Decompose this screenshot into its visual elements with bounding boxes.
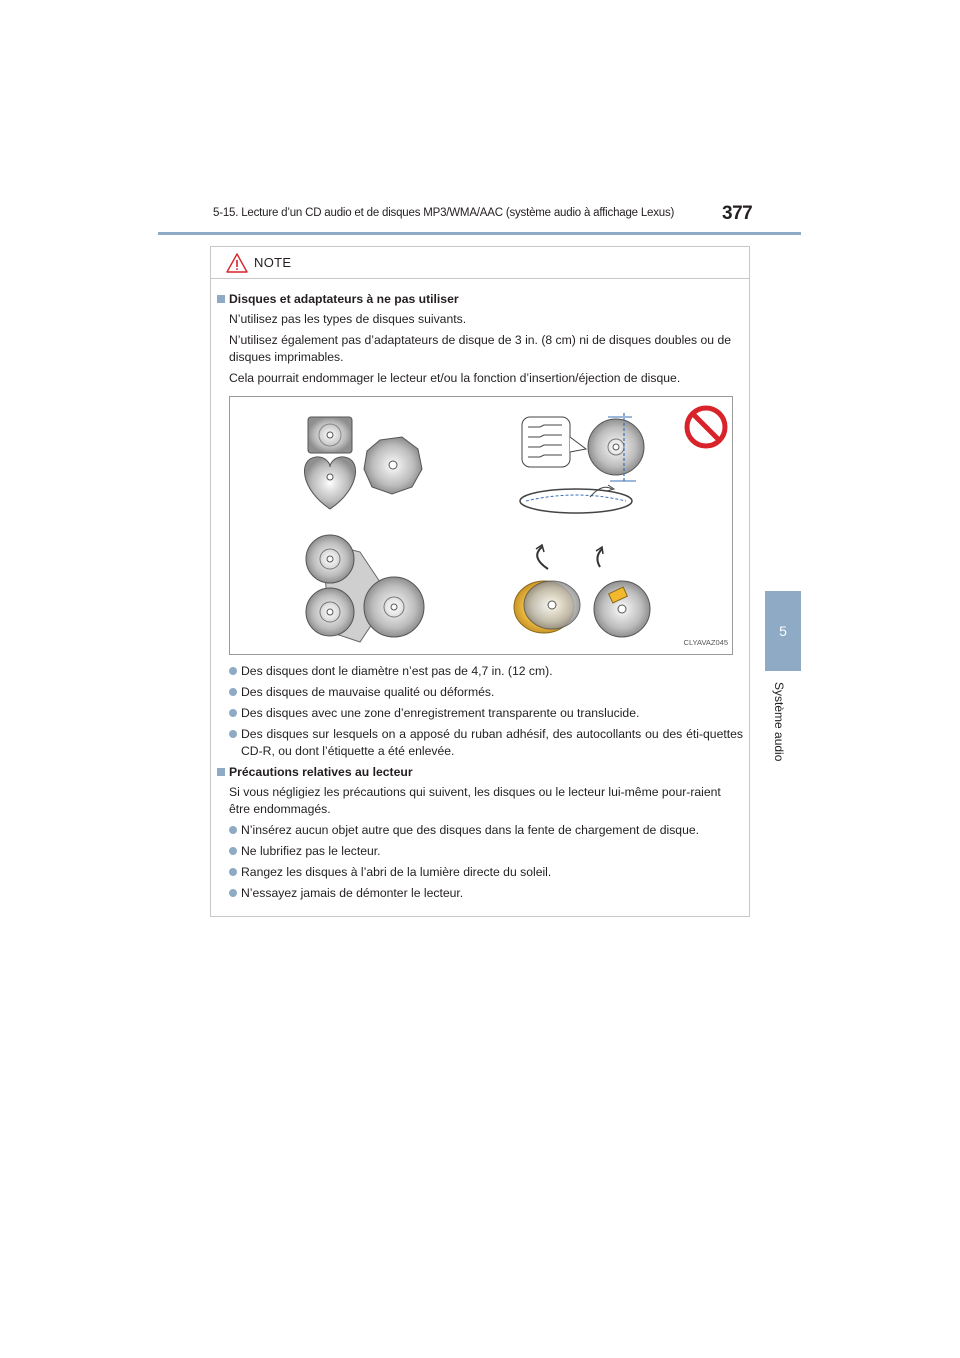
round-bullet-icon bbox=[229, 667, 237, 675]
disc-illustration bbox=[229, 396, 733, 655]
chapter-label: Système audio bbox=[772, 682, 786, 762]
running-header: 5-15. Lecture d’un CD audio et de disques MP3/WMA/AAC (système audio à affichage Lexus) bbox=[213, 207, 675, 219]
note-box bbox=[210, 246, 750, 917]
list-item: Des disques dont le diamètre n’est pas de 4,7 in. (12 cm). bbox=[217, 663, 743, 680]
note-header bbox=[211, 247, 749, 279]
heart-disc-shape bbox=[304, 457, 355, 509]
chapter-number: 5 bbox=[779, 623, 787, 639]
section-title: Disques et adaptateurs à ne pas utiliser bbox=[217, 291, 743, 308]
round-bullet-icon bbox=[229, 709, 237, 717]
list-item: Des disques avec une zone d’enregistrement transparente ou translucide. bbox=[217, 705, 743, 722]
note-content bbox=[217, 291, 743, 906]
square-bullet-icon bbox=[217, 768, 225, 776]
list-item: Ne lubrifiez pas le lecteur. bbox=[217, 843, 743, 860]
round-bullet-icon bbox=[229, 730, 237, 738]
chapter-tab[interactable] bbox=[765, 591, 801, 671]
section-title: Précautions relatives au lecteur bbox=[217, 764, 743, 781]
warning-icon bbox=[226, 253, 248, 273]
round-bullet-icon bbox=[229, 826, 237, 834]
illustration-code: CLYAVAZ045 bbox=[683, 638, 728, 647]
illustration-drawing bbox=[230, 397, 732, 654]
note-label: NOTE bbox=[254, 255, 292, 270]
page-number: 377 bbox=[722, 203, 753, 224]
list-item: N’essayez jamais de démonter le lecteur. bbox=[217, 885, 743, 902]
paragraph: Si vous négligiez les précautions qui suivent, les disques ou le lecteur lui-même pour-raient être endommagés. bbox=[229, 785, 721, 816]
list-item: Des disques sur lesquels on a apposé du ruban adhésif, des autocollants ou des éti-quettes CD-R, ou dont l’étiquette a été enlevée. bbox=[217, 726, 743, 760]
header-rule bbox=[158, 232, 801, 235]
round-bullet-icon bbox=[229, 688, 237, 696]
square-bullet-icon bbox=[217, 295, 225, 303]
round-bullet-icon bbox=[229, 847, 237, 855]
paragraph: N’utilisez pas les types de disques suivants. bbox=[229, 312, 467, 326]
list-item: N’insérez aucun objet autre que des disques dans la fente de chargement de disque. bbox=[217, 822, 743, 839]
list-item: Rangez les disques à l’abri de la lumière directe du soleil. bbox=[217, 864, 743, 881]
paragraph: Cela pourrait endommager le lecteur et/ou la fonction d’insertion/éjection de disque. bbox=[229, 371, 681, 385]
round-bullet-icon bbox=[229, 889, 237, 897]
paragraph: N’utilisez également pas d’adaptateurs de disque de 3 in. (8 cm) ni de disques doubles ou de disques imprimables. bbox=[229, 333, 732, 364]
round-bullet-icon bbox=[229, 868, 237, 876]
list-item: Des disques de mauvaise qualité ou déformés. bbox=[217, 684, 743, 701]
deformed-disc-shape bbox=[520, 489, 632, 513]
